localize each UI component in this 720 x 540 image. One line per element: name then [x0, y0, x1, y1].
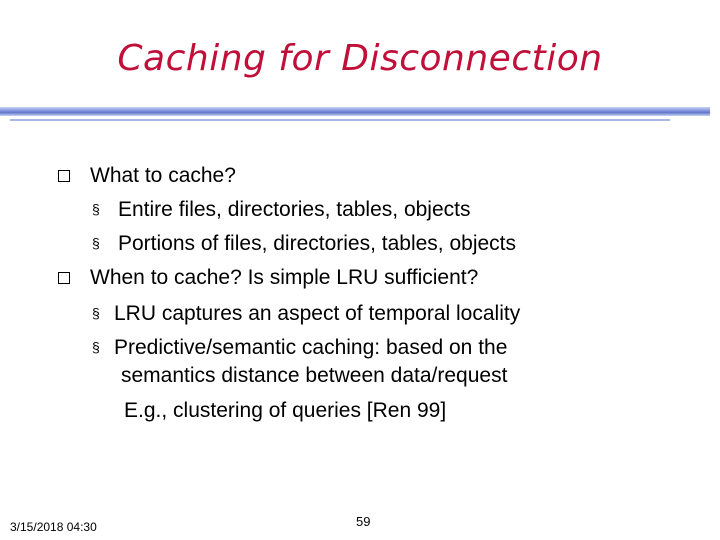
sub-bullet-text: Entire files, directories, tables, objects: [118, 198, 471, 221]
bullet-icon: [58, 170, 70, 182]
square-bullet-icon: §: [92, 305, 100, 321]
bullet-icon: [58, 272, 70, 284]
sub-bullet-text: LRU captures an aspect of temporal locality: [114, 302, 521, 325]
sub-bullet: [92, 302, 520, 326]
square-bullet-icon: §: [92, 339, 100, 355]
sub-bullet-continuation: semantics distance between data/request: [121, 364, 508, 387]
bullet-text: What to cache?: [90, 164, 236, 187]
sub-bullet: [92, 198, 471, 222]
footer-date: 3/15/2018 04:30: [10, 520, 97, 534]
square-bullet-icon: §: [92, 235, 100, 251]
bullet-text: When to cache? Is simple LRU sufficient?: [90, 266, 479, 289]
square-bullet-icon: §: [92, 201, 100, 217]
sub-bullet: [92, 336, 507, 360]
sub-bullet-text: Portions of files, directories, tables, objects: [118, 232, 517, 255]
sub-bullet-continuation: E.g., clustering of queries [Ren 99]: [124, 399, 447, 422]
page-number: 59: [356, 514, 371, 529]
title-underline: [10, 119, 670, 121]
title-rule: [0, 107, 710, 116]
sub-bullet-text: Predictive/semantic caching: based on the: [114, 336, 508, 359]
slide-title: Caching for Disconnection: [117, 38, 603, 79]
sub-bullet: [92, 232, 516, 256]
